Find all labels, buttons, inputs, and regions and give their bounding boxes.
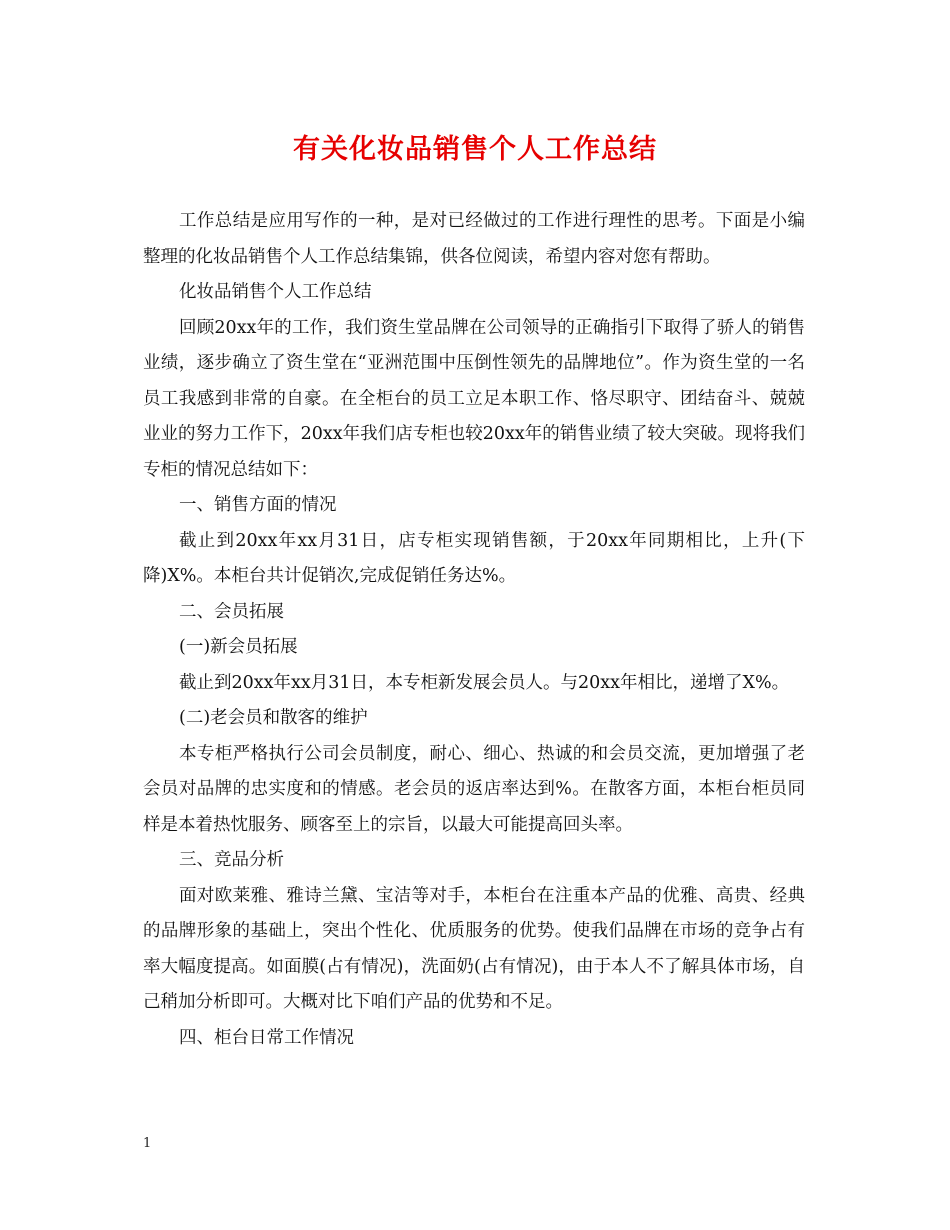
section-heading: 化妆品销售个人工作总结 xyxy=(179,282,372,302)
subsection-heading-old-members: (二)老会员和散客的维护 xyxy=(179,708,368,728)
competitors-paragraph: 面对欧莱雅、雅诗兰黛、宝洁等对手，本柜台在注重本产品的优雅、高贵、经典的品牌形象的基础上，突出个性化、优质服务的优势。使我们品牌在市场的竞争占有率大幅度提高。如面膜(占有情况)，洗面奶(占有情况)，由于本人不了解具体市场，自己稍加分析即可。大概对比下咱们产品的优势和不足。 xyxy=(143,885,805,1012)
section-heading-daily-work: 四、柜台日常工作情况 xyxy=(179,1027,354,1048)
subsection-heading-new-members: (一)新会员拓展 xyxy=(179,637,298,657)
review-paragraph: 回顾20xx年的工作，我们资生堂品牌在公司领导的正确指引下取得了骄人的销售业绩，逐步确立了资生堂在“亚洲范围中压倒性领先的品牌地位”。作为资生堂的一名员工我感到非常的自豪。在全柜台的员工立足本职工作、恪尽职守、团结奋斗、兢兢业业的努力工作下，20xx年我们店专柜也较20xx年的销售业绩了较大突破。现将我们专柜的情况总结如下： xyxy=(143,317,805,480)
old-members-paragraph: 本专柜严格执行公司会员制度，耐心、细心、热诚的和会员交流，更加增强了老会员对品牌的忠实度和的情感。老会员的返店率达到%。在散客方面，本柜台柜员同样是本着热忱服务、顾客至上的宗旨，以最大可能提高回头率。 xyxy=(143,743,805,835)
section-heading-members: 二、会员拓展 xyxy=(179,601,284,622)
intro-paragraph: 工作总结是应用写作的一种，是对已经做过的工作进行理性的思考。下面是小编整理的化妆品销售个人工作总结集锦，供各位阅读，希望内容对您有帮助。 xyxy=(143,211,805,267)
document-title: 有关化妆品销售个人工作总结 xyxy=(293,134,657,165)
page-number: 1 xyxy=(143,1136,152,1151)
sales-paragraph: 截止到20xx年xx月31日，店专柜实现销售额，于20xx年同期相比，上升(下降)X%。本柜台共计促销次,完成促销任务达%。 xyxy=(143,530,805,586)
section-heading-sales: 一、销售方面的情况 xyxy=(179,495,337,515)
new-members-paragraph: 截止到20xx年xx月31日，本专柜新发展会员人。与20xx年相比，递增了X%。 xyxy=(179,672,790,693)
section-heading-competitors: 三、竞品分析 xyxy=(179,850,284,870)
document-body xyxy=(143,204,805,1056)
